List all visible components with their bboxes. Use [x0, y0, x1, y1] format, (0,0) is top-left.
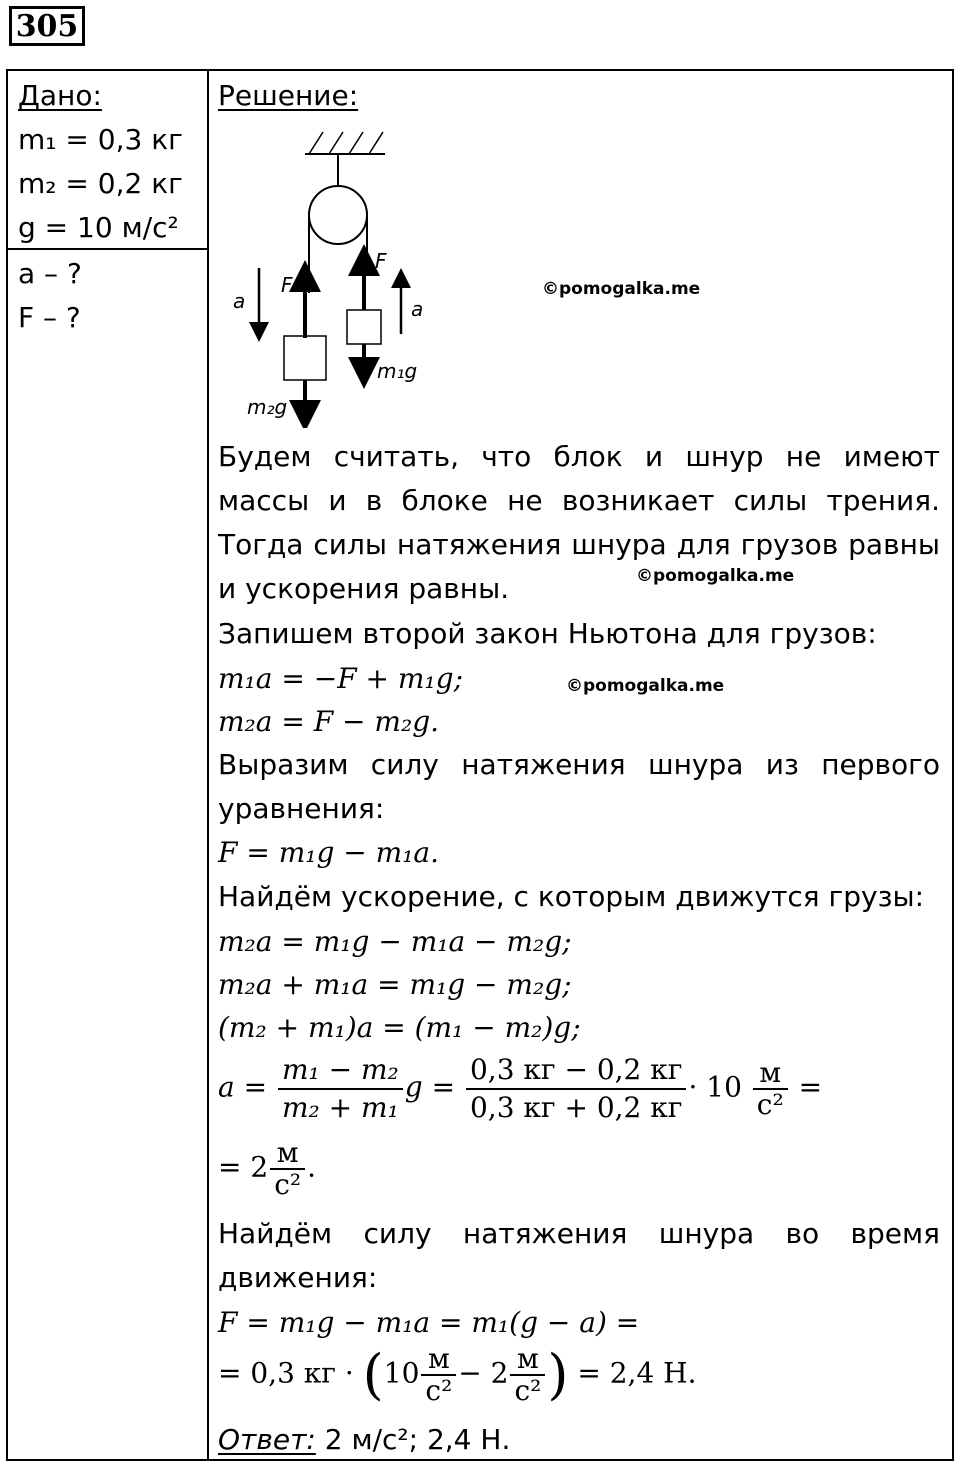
column-divider: [207, 69, 209, 1461]
find-a: a – ?: [18, 257, 82, 290]
given-m1: m₁ = 0,3 кг: [18, 123, 183, 156]
text-line: массы и в блоке не возникает силы трения.: [218, 484, 940, 517]
eq7-lhs: a =: [218, 1070, 268, 1104]
fraction-numerator: 0,3 кг − 0,2 кг: [466, 1052, 686, 1090]
text-line: уравнения:: [218, 792, 385, 825]
label-m1g: m₁g: [377, 359, 418, 383]
eq8-pre: = 2: [218, 1150, 269, 1184]
fraction-masses: [278, 1052, 403, 1126]
pulley-icon: [309, 186, 367, 244]
label-a-right: a: [411, 297, 424, 321]
unit-denominator: с²: [756, 1088, 784, 1121]
find-F: F – ?: [18, 301, 81, 334]
eq8-end: .: [307, 1150, 316, 1184]
right-paren: ): [547, 1343, 569, 1406]
fraction-numerator: m₁ − m₂: [278, 1052, 403, 1090]
watermark: ©pomogalka.me: [566, 676, 725, 696]
weight-m1: [347, 310, 381, 344]
text-line: Тогда силы натяжения шнура для грузов равны: [218, 528, 940, 561]
solution-title: Решение:: [218, 79, 359, 112]
unit-denominator: с²: [274, 1168, 302, 1201]
equation-1: m₁a = −F + m₁g;: [218, 662, 464, 695]
unit-numerator: м: [270, 1138, 305, 1170]
equation-7: [218, 1052, 822, 1126]
text-line: Найдём ускорение, с которым движутся грузы:: [218, 880, 925, 913]
given-title: Дано:: [18, 79, 102, 112]
equation-4: m₂a = m₁g − m₁a − m₂g;: [218, 925, 572, 958]
equation-8: [218, 1138, 316, 1200]
left-paren: (: [362, 1343, 384, 1406]
fraction-denominator: m₂ + m₁: [281, 1091, 399, 1124]
equation-10: [218, 1344, 696, 1406]
label-a-left: a: [233, 289, 246, 313]
text-line: и ускорения равны.: [218, 572, 510, 605]
text-line: движения:: [218, 1261, 378, 1294]
text-line: Найдём силу натяжения шнура во время: [218, 1217, 940, 1250]
eq10-minus: − 2: [458, 1356, 509, 1390]
unit-fraction: [510, 1344, 545, 1406]
eq10-ten: 10: [383, 1356, 420, 1390]
equation-3: F = m₁g − m₁a.: [218, 836, 440, 869]
equation-6: (m₂ + m₁)a = (m₁ − m₂)g;: [218, 1011, 581, 1044]
equation-2: m₂a = F − m₂g.: [218, 705, 440, 738]
pulley-diagram: [225, 118, 465, 428]
unit-fraction: [753, 1058, 788, 1120]
eq10-pre: = 0,3 кг ·: [218, 1356, 354, 1390]
watermark: ©pomogalka.me: [636, 566, 795, 586]
label-F-left: F: [281, 273, 293, 297]
fraction-values: [466, 1052, 686, 1126]
given-m2: m₂ = 0,2 кг: [18, 167, 183, 200]
text-line: Выразим силу натяжения шнура из первого: [218, 748, 940, 781]
equation-5: m₂a + m₁a = m₁g − m₂g;: [218, 968, 572, 1001]
unit-numerator: м: [510, 1344, 545, 1376]
answer-label: Ответ:: [218, 1423, 316, 1456]
given-g: g = 10 м/с²: [18, 211, 179, 244]
unit-denominator: с²: [514, 1374, 542, 1407]
answer: [218, 1418, 510, 1462]
label-m2g: m₂g: [247, 395, 288, 419]
eq7-mult: · 10: [688, 1070, 742, 1104]
fraction-denominator: 0,3 кг + 0,2 кг: [469, 1091, 683, 1124]
unit-numerator: м: [421, 1344, 456, 1376]
problem-number: 305: [9, 6, 85, 46]
eq10-end: = 2,4 Н.: [577, 1356, 697, 1390]
unit-numerator: м: [753, 1058, 788, 1090]
unit-fraction: [270, 1138, 305, 1200]
text-line: Будем считать, что блок и шнур не имеют: [218, 440, 940, 473]
label-F-right: F: [375, 249, 387, 273]
watermark: ©pomogalka.me: [542, 279, 701, 299]
equation-9: F = m₁g − m₁a = m₁(g − a) =: [218, 1306, 640, 1339]
answer-value: 2 м/с²; 2,4 Н.: [315, 1423, 511, 1456]
text-line: Запишем второй закон Ньютона для грузов:: [218, 617, 877, 650]
eq7-mid: g =: [404, 1070, 456, 1104]
eq7-end: =: [798, 1070, 823, 1104]
unit-denominator: с²: [425, 1374, 453, 1407]
unit-fraction: [421, 1344, 456, 1406]
weight-m2: [284, 336, 326, 380]
